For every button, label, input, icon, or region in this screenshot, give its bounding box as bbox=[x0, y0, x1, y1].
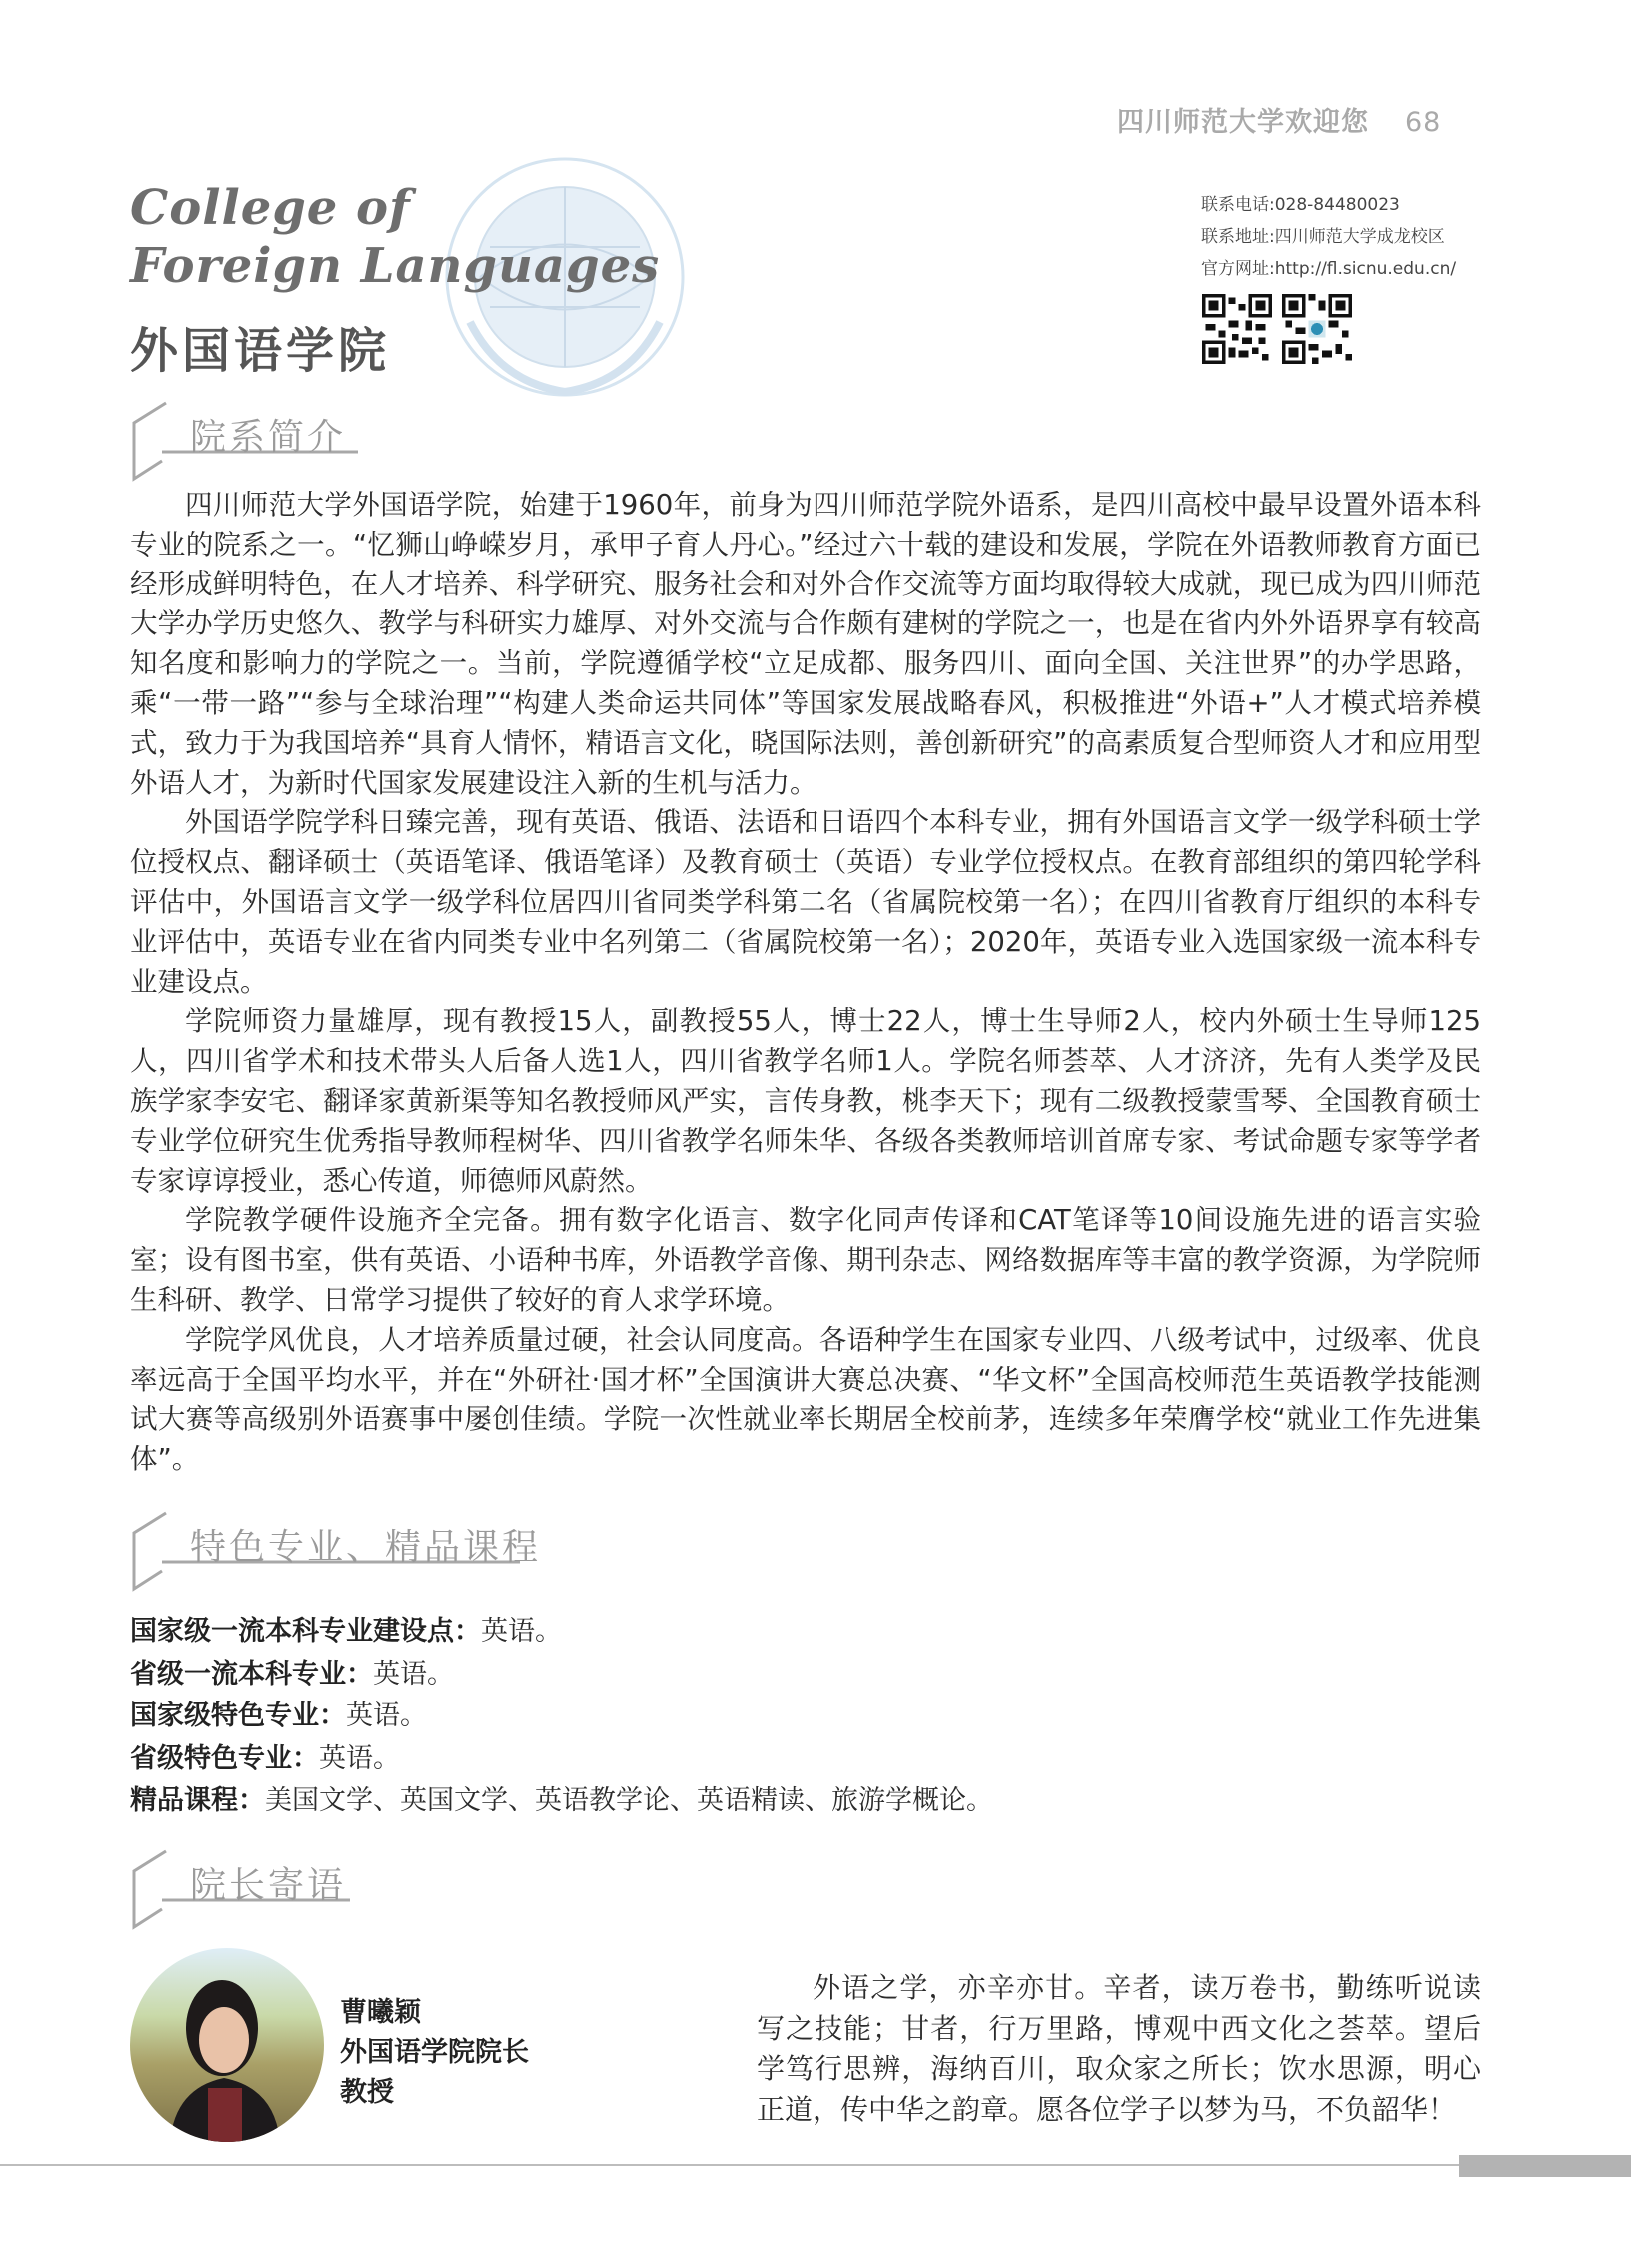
dean-name: 曹曦颖 bbox=[340, 1997, 421, 2028]
title-en-line2: Foreign Languages bbox=[130, 238, 661, 294]
dean-message: 外语之学，亦辛亦甘。辛者，读万卷书，勤练听说读写之技能；甘者，行万里路，博观中西文化之荟萃。望后学笃行思辨，海纳百川，取众家之所长；饮水思源，明心正道，传中华之韵章。愿各位学子以梦为马，不负韶华！ bbox=[757, 1971, 1481, 2126]
footer-rule bbox=[0, 2164, 1631, 2166]
section-header-dean bbox=[128, 1843, 368, 1933]
qr-code-2 bbox=[1282, 294, 1352, 364]
section-title: 特色专业、精品课程 bbox=[190, 1527, 542, 1568]
section-title: 院长寄语 bbox=[190, 1865, 347, 1906]
list-item: 省级特色专业：英语。 bbox=[130, 1742, 400, 1774]
title-en-line1: College of bbox=[130, 180, 411, 236]
dean-photo bbox=[130, 1948, 324, 2142]
qr-code-1 bbox=[1202, 294, 1272, 364]
running-title: 四川师范大学欢迎您 bbox=[1117, 107, 1369, 138]
contact-website[interactable]: 官方网址:http://fl.sicnu.edu.cn/ bbox=[1201, 259, 1457, 279]
list-item: 国家级一流本科专业建设点：英语。 bbox=[130, 1616, 562, 1647]
list-item: 国家级特色专业：英语。 bbox=[130, 1701, 427, 1731]
contact-phone: 联系电话:028-84480023 bbox=[1201, 195, 1400, 215]
features-list bbox=[130, 1611, 993, 1823]
section-header-intro bbox=[128, 395, 368, 485]
page-number: 68 bbox=[1405, 107, 1442, 138]
footer-tab bbox=[1459, 2155, 1631, 2177]
dean-position: 外国语学院院长 bbox=[340, 2037, 529, 2068]
list-item: 省级一流本科专业：英语。 bbox=[130, 1658, 454, 1690]
running-header bbox=[1117, 100, 1441, 139]
contact-address: 联系地址:四川师范大学成龙校区 bbox=[1201, 227, 1445, 247]
title-cn: 外国语学院 bbox=[130, 323, 391, 379]
paragraph: 学院学风优良，人才培养质量过硬，社会认同度高。各语种学生在国家专业四、八级考试中，过级率、优良率远高于全国平均水平，并在“外研社·国才杯”全国演讲大赛总决赛、“华文杯”全国高校师范生英语教学技能测试大赛等高级别外语赛事中屡创佳绩。学院一次性就业率长期居全校前茅，连续多年荣膺学校“就业工作先进集体”。 bbox=[130, 1323, 1481, 1476]
section-title: 院系简介 bbox=[190, 417, 347, 458]
paragraph: 外国语学院学科日臻完善，现有英语、俄语、法语和日语四个本科专业，拥有外国语言文学一级学科硕士学位授权点、翻译硕士（英语笔译、俄语笔译）及教育硕士（英语）专业学位授权点。在教育部组织的第四轮学科评估中，外国语言文学一级学科位居四川省同类学科第二名（省属院校第一名）；在四川省教育厅组织的本科专业评估中，英语专业在省内同类专业中名列第二（省属院校第一名）；2020年，英语专业入选国家级一流本科专业建设点。 bbox=[130, 806, 1481, 998]
intro-body bbox=[130, 486, 1481, 1480]
paragraph: 学院教学硬件设施齐全完备。拥有数字化语言、数字化同声传译和CAT笔译等10间设施先进的语言实验室；设有图书室，供有英语、小语种书库，外语教学音像、期刊杂志、网络数据库等丰富的教学资源，为学院师生科研、教学、日常学习提供了较好的育人求学环境。 bbox=[130, 1204, 1481, 1316]
paragraph: 四川师范大学外国语学院，始建于1960年，前身为四川师范学院外语系，是四川高校中最早设置外语本科专业的院系之一。“忆狮山峥嵘岁月，承甲子育人丹心。”经过六十载的建设和发展，学院在外语教师教育方面已经形成鲜明特色，在人才培养、科学研究、服务社会和对外合作交流等方面均取得较大成就，现已成为四川师范大学办学历史悠久、教学与科研实力雄厚、对外交流与合作颇有建树的学院之一，也是在省内外外语界享有较高知名度和影响力的学院之一。当前，学院遵循学校“立足成都、服务四川、面向全国、关注世界”的办学思路，乘“一带一路”“参与全球治理”“构建人类命运共同体”等国家发展战略春风，积极推进“外语+”人才模式培养模式，致力于为我国培养“具育人情怀，精语言文化，晓国际法则，善创新研究”的高素质复合型师资人才和应用型外语人才，为新时代国家发展建设注入新的生机与活力。 bbox=[130, 489, 1481, 799]
paragraph: 学院师资力量雄厚，现有教授15人，副教授55人，博士22人，博士生导师2人，校内外硕士生导师125人，四川省学术和技术带头人后备人选1人，四川省教学名师1人。学院名师荟萃、人才济济，先有人类学及民族学家李安宅、翻译家黄新渠等知名教授师风严实，言传身教，桃李天下；现有二级教授蒙雪琴、全国教育硕士专业学位研究生优秀指导教师程树华、四川省教学名师朱华、各级各类教师培训首席专家、考试命题专家等学者专家谆谆授业，悉心传道，师德师风蔚然。 bbox=[130, 1005, 1481, 1197]
list-item: 精品课程：美国文学、英国文学、英语教学论、英语精读、旅游学概论。 bbox=[130, 1785, 993, 1816]
section-header-features bbox=[128, 1505, 542, 1595]
dean-title: 教授 bbox=[340, 2077, 394, 2108]
